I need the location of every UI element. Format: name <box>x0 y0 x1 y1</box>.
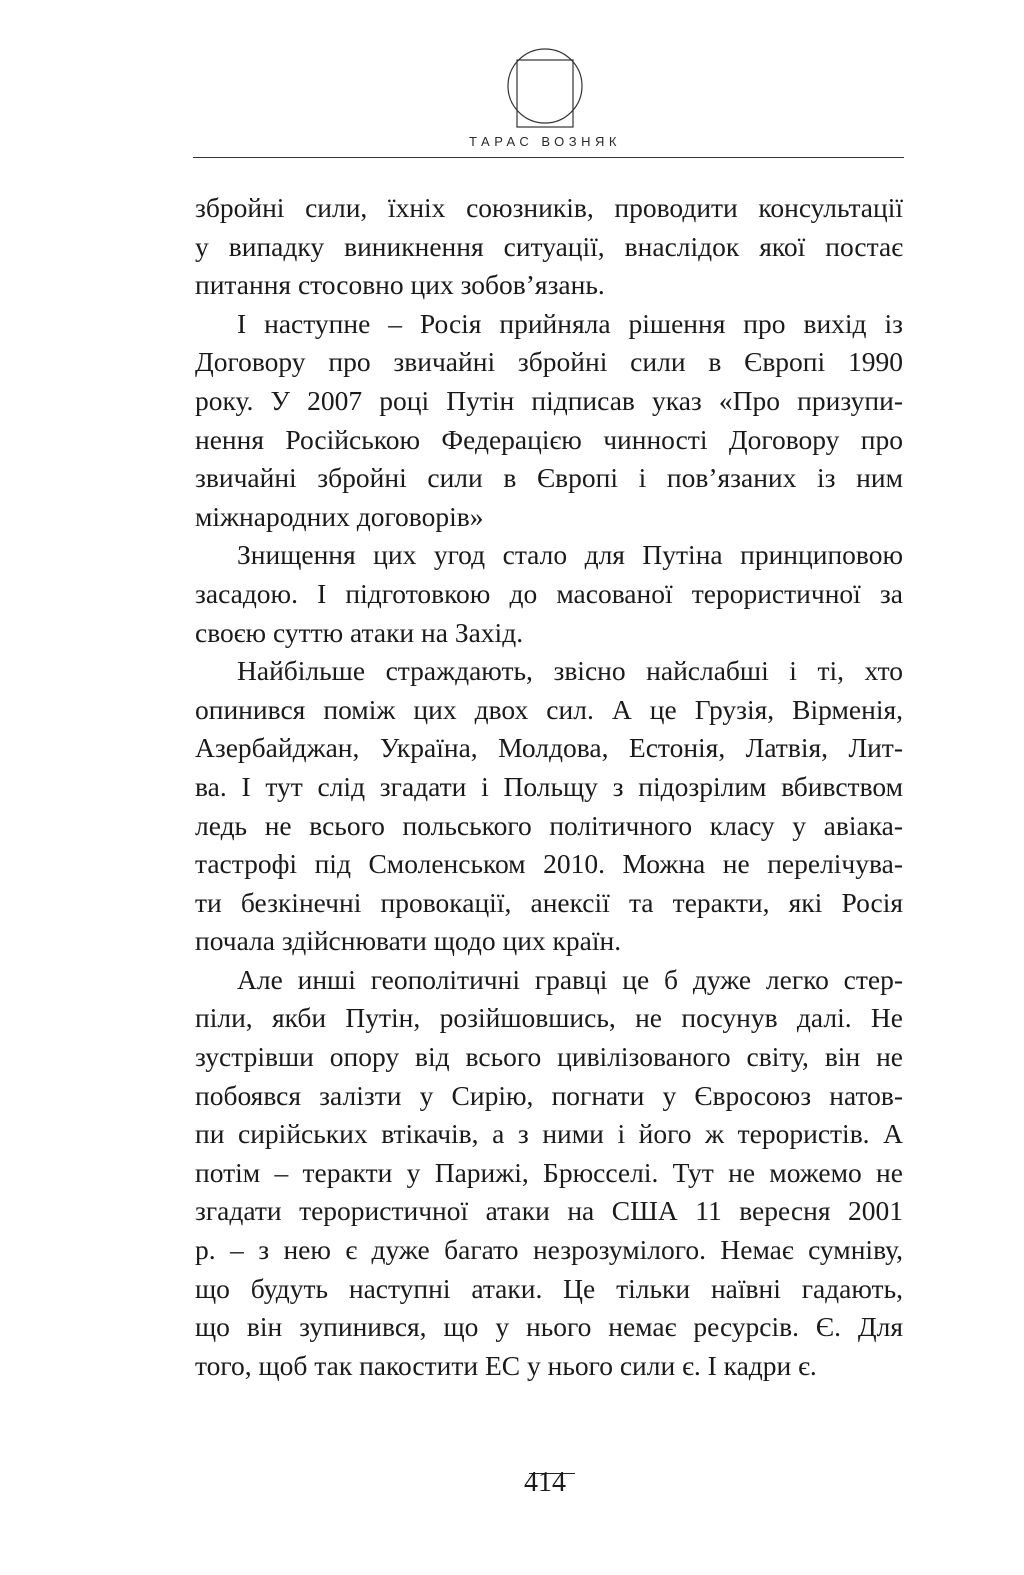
paragraph <box>195 961 903 1386</box>
text-line: Знищення цих угод стало для Путіна принциповою <box>237 539 903 571</box>
text-line: піли, якби Путін, розійшовшись, не посунув далі. Не <box>195 1002 903 1034</box>
text-line: потім – теракти у Парижі, Брюсселі. Тут не можемо не <box>195 1156 903 1188</box>
paragraph <box>195 536 903 652</box>
text-line: зустрівши опору від всього цивілізованого світу, він не <box>195 1041 903 1073</box>
text-line: почала здійснювати щодо цих країн. <box>195 925 622 957</box>
text-line: нення Російською Федерацією чинності Договору про <box>195 423 903 455</box>
text-line: збройні сили, їхніх союзників, проводити консультації <box>195 192 903 223</box>
text-line: побоявся залізти у Сирію, погнати у Євросоюз натов- <box>195 1079 903 1111</box>
text-line: міжнародних договорів» <box>195 500 484 532</box>
text-line: Але инші геополітичні гравці це б дуже легко стер- <box>237 963 903 995</box>
paragraph <box>195 189 903 305</box>
text-line: Договору про звичайні збройні сили в Європі 1990 <box>195 346 903 378</box>
text-line: року. У 2007 році Путін підписав указ «Про призупи- <box>195 384 903 416</box>
text-line: ва. І тут слід згадати і Польщу з підозрілим вбивством <box>195 770 903 802</box>
text-line: своєю суттю атаки на Захід. <box>195 616 524 648</box>
text-line: засадою. І підготовкою до масованої терористичної за <box>195 577 903 609</box>
text-line: ти безкінечні провокації, анексії та теракти, які Росія <box>195 886 903 918</box>
header-rule <box>193 157 904 158</box>
running-head: ТАРАС ВОЗНЯК <box>469 134 621 149</box>
text-line: звичайні збройні сили в Європі і пов’язаних із ним <box>195 462 903 494</box>
text-line: згадати терористичної атаки на США 11 вересня 2001 <box>195 1195 903 1227</box>
text-line: що він зупинився, що у нього немає ресурсів. Є. Для <box>195 1311 903 1343</box>
body-text <box>195 189 903 1385</box>
text-line: питання стосовно цих зобов’язань. <box>195 269 605 301</box>
text-line: у випадку виникнення ситуації, внаслідок якої постає <box>195 230 903 262</box>
text-line: Найбільше страждають, звісно найслабші і ті, хто <box>237 655 903 687</box>
paragraph <box>195 305 903 537</box>
page-number: 414 <box>524 1467 566 1498</box>
text-line: опинився поміж цих двох сил. А це Грузія, Вірменія, <box>195 693 903 725</box>
emblem-icon <box>507 47 583 129</box>
text-line: пи сирійських втікачів, а з ними і його ж терористів. А <box>195 1118 903 1150</box>
text-line: ледь не всього польського політичного класу у авіака- <box>195 809 903 841</box>
text-line: Азербайджан, Україна, Молдова, Естонія, Латвія, Лит- <box>195 732 903 764</box>
text-line: І наступне – Росія прийняла рішення про вихід із <box>237 307 903 339</box>
text-line: того, щоб так пакостити ЕС у нього сили є. І кадри є. <box>195 1349 817 1381</box>
text-line: р. – з нею є дуже багато незрозумілого. Немає сумніву, <box>195 1234 903 1266</box>
paragraph <box>195 652 903 961</box>
text-line: тастрофі під Смоленськом 2010. Можна не перелічува- <box>195 848 903 880</box>
text-line: що будуть наступні атаки. Це тільки наївні гадають, <box>195 1272 903 1304</box>
